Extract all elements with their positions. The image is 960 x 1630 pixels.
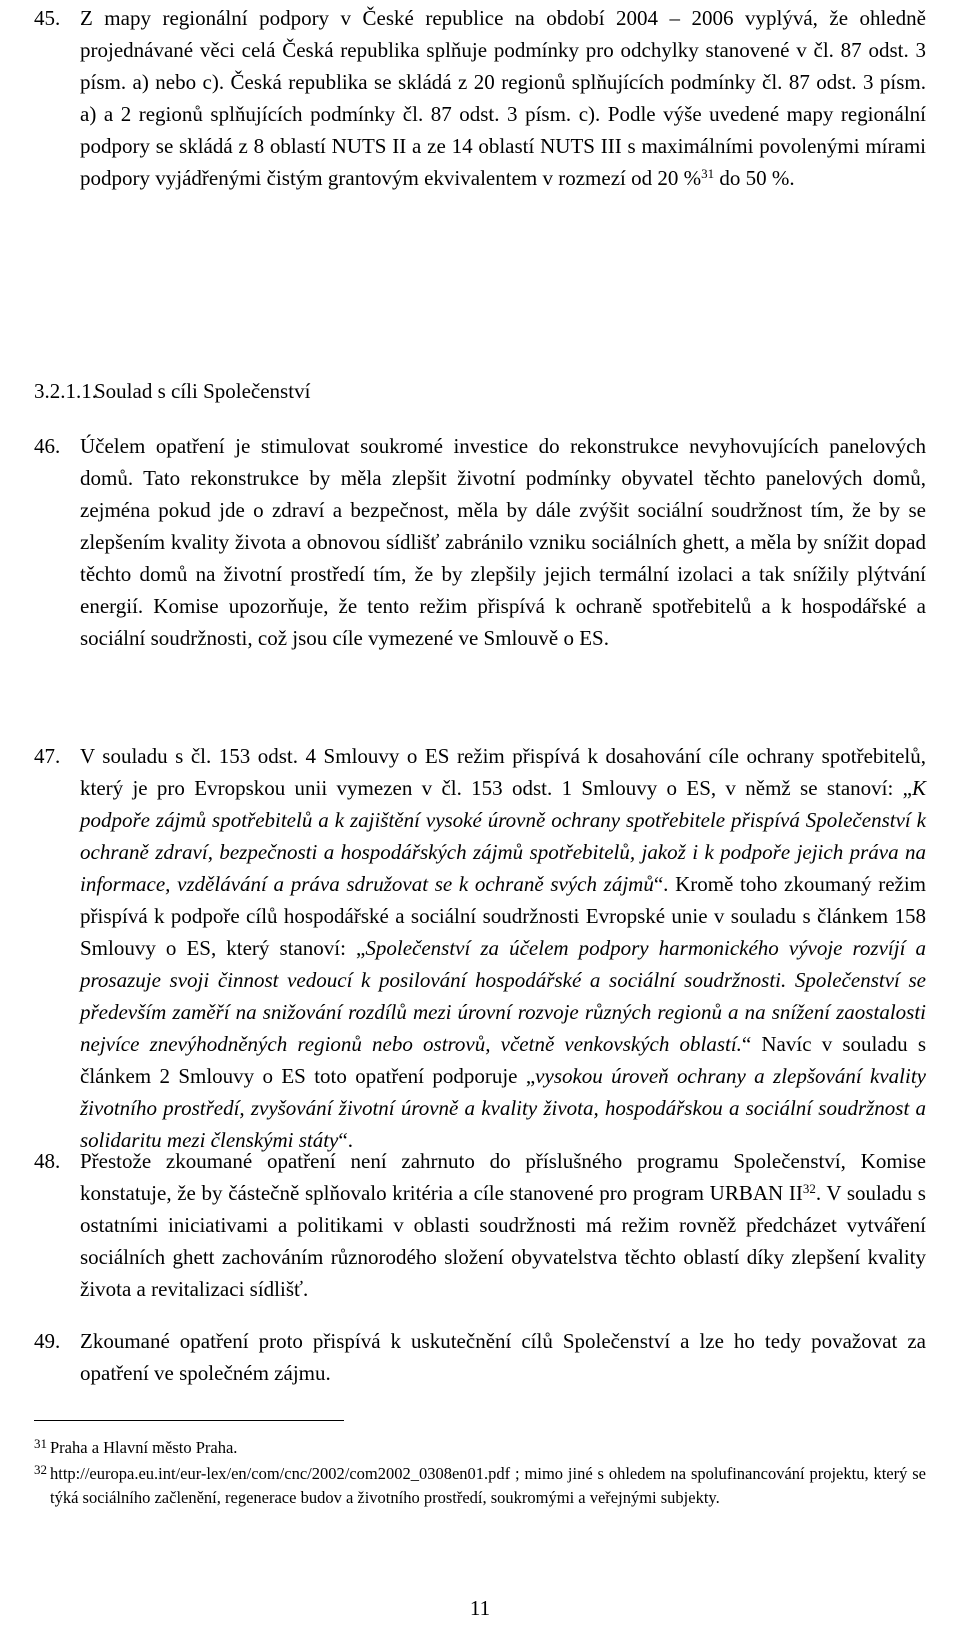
footnote-separator	[34, 1420, 344, 1421]
footnote-number: 31	[34, 1436, 47, 1451]
paragraph-text: Přestože zkoumané opatření není zahrnuto do příslušného programu Společenství, Komise konstatuje, že by částečně splňovalo kritéria a cíle stanovené pro program URBAN II	[80, 1149, 926, 1205]
paragraph-body: Zkoumané opatření proto přispívá k uskutečnění cílů Společenství a lze ho tedy považovat za opatření ve společném zájmu.	[80, 1329, 926, 1385]
section-title: Soulad s cíli Společenství	[94, 379, 311, 403]
paragraph-number: 48.	[34, 1149, 61, 1173]
paragraph-body: Účelem opatření je stimulovat soukromé investice do rekonstrukce nevyhovujících panelových domů. Tato rekonstrukce by měla zlepšit životní podmínky obyvatel těchto panelových domů, zejména pokud jde o zdraví a bezpečnost, měla by dále zvýšit sociální soudržnost tím, že by se zlepšením kvality života a obnovou sídlišť zabránilo vzniku sociálních ghett, a měla by snížit dopad těchto domů na životní prostředí tím, že by zlepšily jejich termální izolaci a tak snížily plýtvání energií. Komise upozorňuje, že tento režim přispívá k ochraně spotřebitelů a k hospodářské a sociální soudržnosti, což jsou cíle vymezené ve Smlouvě o ES.	[80, 434, 926, 650]
paragraph-number: 47.	[34, 744, 61, 768]
quotation-article-2: vysokou úroveň ochrany a zlepšování kvality životního prostředí, zvyšování životní úrovně a kvality života, hospodářskou a sociální soudržnost a solidaritu mezi členskými státy	[80, 1064, 926, 1152]
paragraph-body	[80, 740, 926, 1156]
paragraph-45	[34, 2, 926, 194]
paragraph-text-end: do 50 %.	[714, 166, 795, 190]
paragraph-body	[80, 1145, 926, 1305]
quotation-consumer-protection: K podpoře zájmů spotřebitelů a k zajištění vysoké úrovně ochrany spotřebitele přispívá Společenství k ochraně zdraví, bezpečnosti a hospodářských zájmů spotřebitelů, jakož i k podpoře jejich práva na informace, vzdělávání a práva sdružovat se k ochraně svých zájmů	[80, 776, 926, 896]
footnote-text: Praha a Hlavní město Praha.	[50, 1438, 238, 1457]
page-number: 11	[469, 1596, 491, 1620]
paragraph-text: “.	[338, 1128, 353, 1152]
footnote-number: 32	[34, 1462, 47, 1477]
section-heading	[34, 375, 310, 407]
paragraph-49	[34, 1325, 926, 1389]
quotation-cohesion: Společenství za účelem podpory harmonického vývoje rozvíjí a prosazuje svoji činnost vedoucí k posilování hospodářské a sociální soudržnosti. Společenství se především zaměří na snižování rozdílů mezi úrovní rozvoje různých regionů a na snížení zaostalosti nejvíce znevýhodněných regionů nebo ostrovů, včetně venkovských oblastí.	[80, 936, 926, 1056]
paragraph-body	[80, 2, 926, 194]
paragraph-48	[34, 1145, 926, 1305]
paragraph-text: Z mapy regionální podpory v České republice na období 2004 – 2006 vyplývá, že ohledně projednávané věci celá Česká republika splňuje podmínky pro odchylky stanovené v čl. 87 odst. 3 písm. a) nebo c). Česká republika se skládá z 20 regionů splňujících podmínky čl. 87 odst. 3 písm. a) a 2 regionů splňujících podmínky čl. 87 odst. 3 písm. c). Podle výše uvedené mapy regionální podpory se skládá z 8 oblastí NUTS II a ze 14 oblastí NUTS III s maximálními povolenými mírami podpory vyjádřenými čistým grantovým ekvivalentem v rozmezí od 20 %	[80, 6, 926, 190]
paragraph-number: 46.	[34, 434, 61, 458]
footnote-reference[interactable]: 32	[802, 1181, 816, 1196]
footnote-32	[34, 1462, 926, 1510]
footnote-reference[interactable]: 31	[701, 166, 715, 181]
paragraph-46	[34, 430, 926, 654]
footnote-text: http://europa.eu.int/eur-lex/en/com/cnc/2002/com2002_0308en01.pdf ; mimo jiné s ohledem na spolufinancování projektu, který se týká sociálního začlenění, regenerace budov a životního prostředí, soukromými a veřejnými subjekty.	[50, 1464, 926, 1507]
paragraph-number: 45.	[34, 6, 61, 30]
section-number: 3.2.1.1.	[34, 379, 97, 403]
paragraph-text-end: . V souladu s ostatními iniciativami a politikami v oblasti soudržnosti má režim rovněž předcházet vytváření sociálních ghett zachováním různorodého složení obyvatelstva těchto oblastí díky zlepšení kvality života a revitalizaci sídlišť.	[80, 1181, 926, 1301]
paragraph-text: V souladu s čl. 153 odst. 4 Smlouvy o ES režim přispívá k dosahování cíle ochrany spotřebitelů, který je pro Evropskou unii vymezen v čl. 153 odst. 1 Smlouvy o ES, v němž se stanoví: „	[80, 744, 926, 800]
paragraph-number: 49.	[34, 1329, 61, 1353]
paragraph-47	[34, 740, 926, 1156]
paragraph-text: “. Kromě toho zkoumaný režim přispívá k podpoře cílů hospodářské a sociální soudržnosti Evropské unie v souladu s článkem 158 Smlouvy o ES, který stanoví: „	[80, 872, 927, 960]
footnote-31	[34, 1436, 926, 1460]
paragraph-text: “ Navíc v souladu s článkem 2 Smlouvy o ES toto opatření podporuje „	[80, 1032, 926, 1088]
